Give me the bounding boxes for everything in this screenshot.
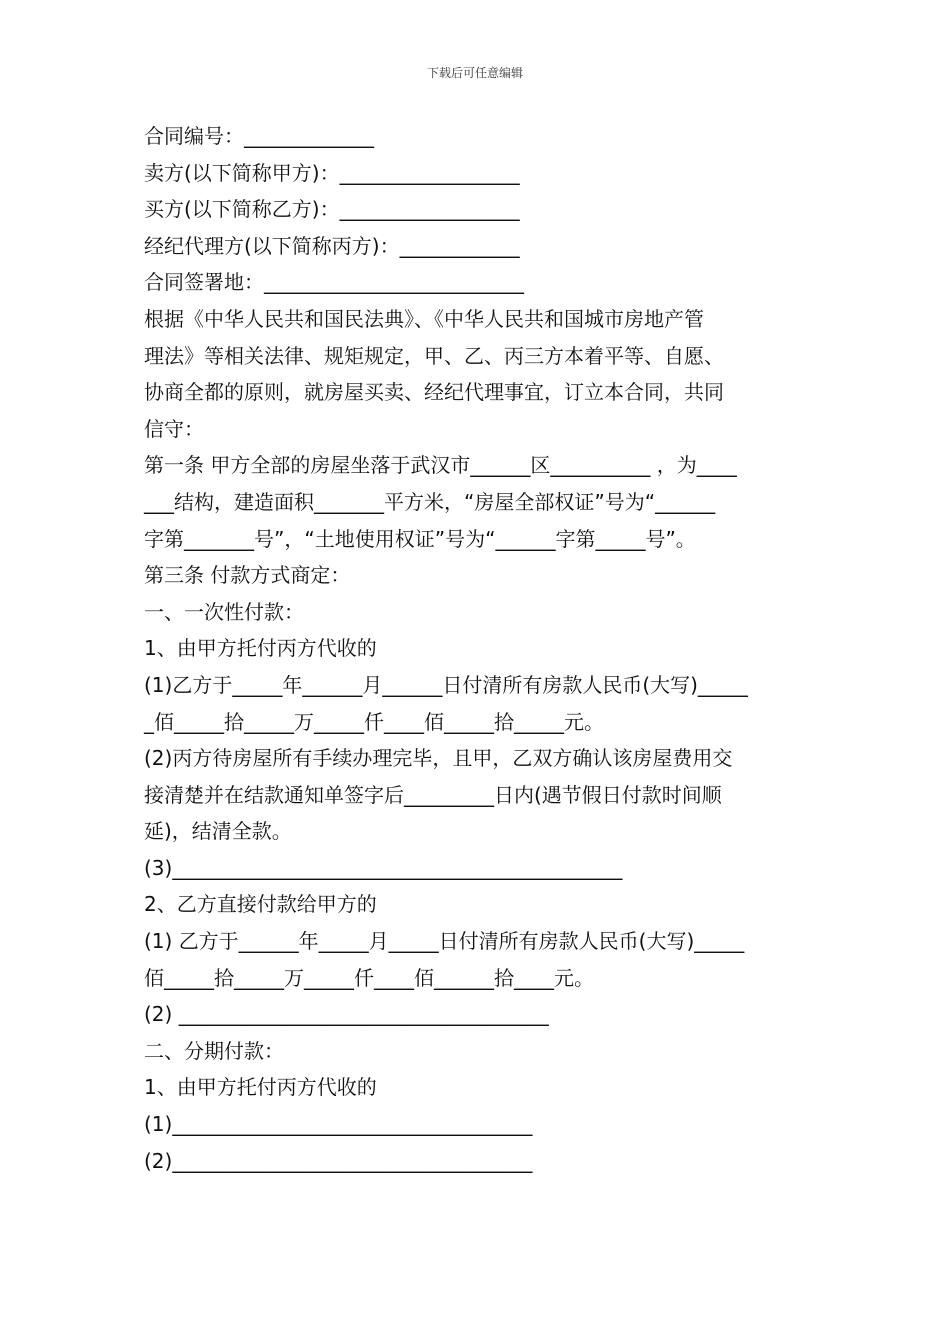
clause-line: 延)，结清全款。 [144, 819, 292, 844]
section-heading: 1、由甲方托付丙方代收的 [144, 1075, 377, 1100]
article-one-line: 字第_______号”，“土地使用权证”号为“______字第_____号”。 [144, 526, 696, 551]
clause-line: 佰_____拾_____万_____仟____佰______拾____元。 [144, 965, 594, 990]
page-header-note: 下载后可任意编辑 [426, 66, 523, 80]
contract-body [144, 118, 812, 1179]
clause-line: (3)_____________________________________________ [144, 855, 623, 880]
buyer-line: 买方(以下简称乙方)：__________________ [144, 197, 520, 222]
clause-line: (1)____________________________________ [144, 1112, 533, 1137]
clause-line: (1) 乙方于______年_____月_____日付清所有房款人民币(大写)_____ [144, 929, 745, 954]
clause-line: (2)____________________________________ [144, 1148, 533, 1173]
section-heading: 1、由甲方托付丙方代收的 [144, 636, 377, 661]
clause-line: (2)丙方待房屋所有手续办理完毕，且甲，乙双方确认该房屋费用交 [144, 746, 733, 771]
preamble-line: 协商全都的原则，就房屋买卖、经纪代理事宜，订立本合同，共同 [144, 380, 724, 405]
installment-heading: 二、分期付款： [144, 1038, 284, 1063]
contract-number-line: 合同编号：_____________ [144, 124, 374, 148]
preamble-line: 理法》等相关法律、规矩规定，甲、乙、丙三方本着平等、自愿、 [144, 343, 724, 368]
preamble-line: 根据《中华人民共和国民法典》、《中华人民共和国城市房地产管 [144, 306, 704, 331]
clause-line: (2) _____________________________________ [144, 1002, 549, 1027]
agent-line: 经纪代理方(以下简称丙方)：____________ [144, 233, 520, 258]
seller-line: 卖方(以下简称甲方)：__________________ [144, 160, 520, 185]
clause-line: 接清楚并在结款通知单签字后_________日内(遇节假日付款时间顺 [144, 782, 722, 807]
section-heading: 2、乙方直接付款给甲方的 [144, 892, 377, 917]
preamble-line: 信守： [144, 416, 204, 441]
clause-line: _佰_____拾_____万_____仟____佰_____拾_____元。 [144, 709, 604, 734]
lump-sum-heading: 一、一次性付款： [144, 599, 304, 624]
clause-line: (1)乙方于_____年______月______日付清所有房款人民币(大写)_____ [144, 672, 748, 697]
article-three-heading: 第三条 付款方式商定： [144, 563, 351, 588]
article-one-line: ___结构，建造面积_______平方米，“房屋全部权证”号为“______ [144, 489, 716, 514]
article-one-line: 第一条 甲方全部的房屋坐落于武汉市______区__________ ，为____ [144, 453, 737, 478]
signing-place-line: 合同签署地：__________________________ [144, 270, 524, 295]
